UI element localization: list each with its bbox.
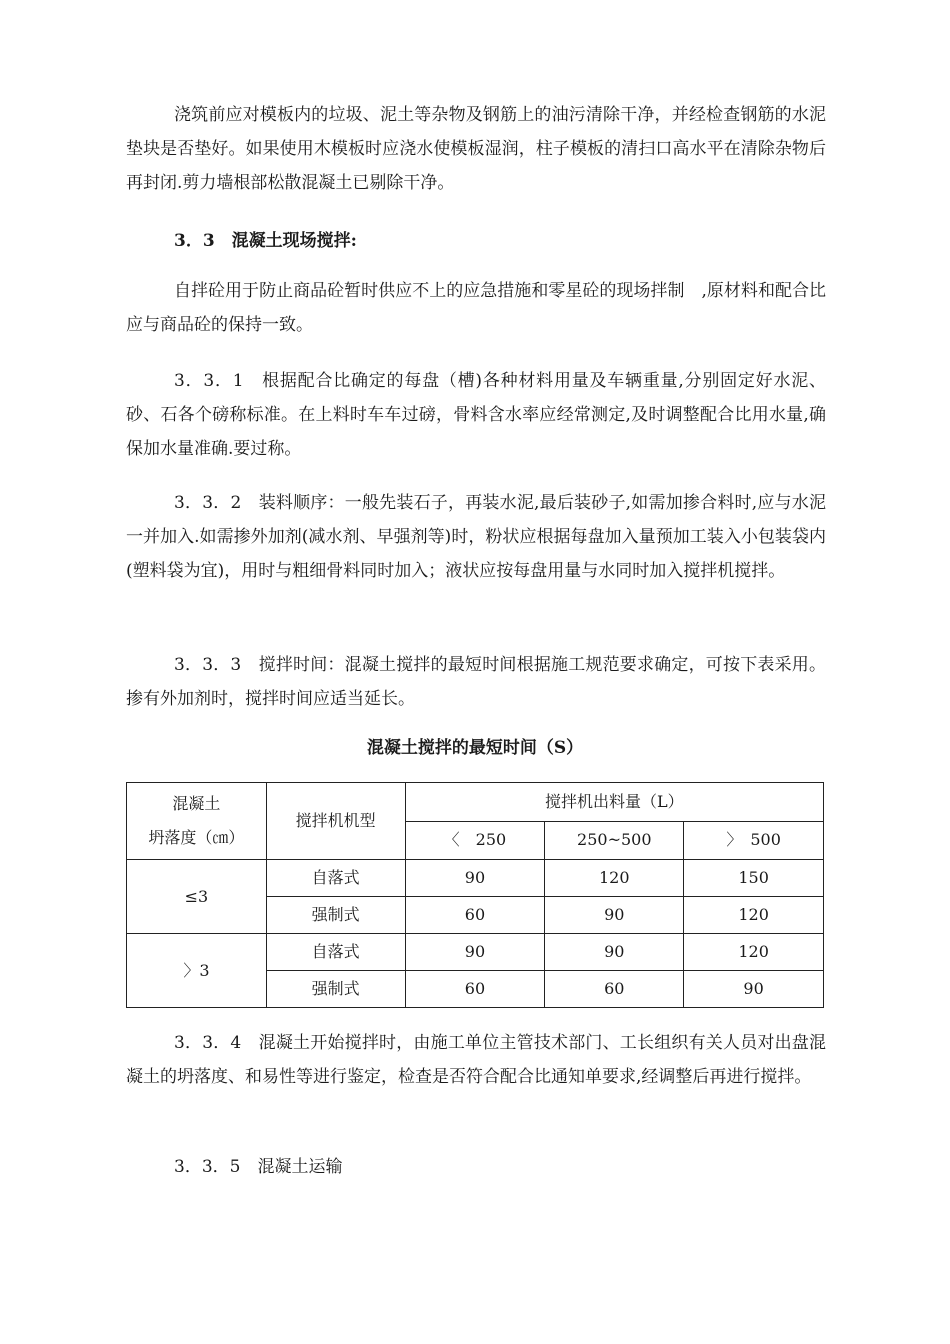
cell-value: 120	[684, 934, 824, 971]
cell-value: 90	[545, 934, 684, 971]
slump-group-gt3: 〉3	[127, 934, 267, 1008]
cell-value: 60	[545, 971, 684, 1008]
header-col-lt250: 〈 250	[405, 821, 545, 860]
paragraph-3-3-2: 3．3．2 装料顺序：一般先装石子，再装水泥,最后装砂子,如需加掺合料时,应与水泥一并加入.如需掺外加剂(减水剂、早强剂等)时，粉状应根据每盘加入量预加工装入小包装袋内(塑料袋为宜)，用时与粗细骨料同时加入；液状应按每盘用量与水同时加入搅拌机搅拌。	[126, 493, 826, 581]
cell-value: 60	[405, 971, 545, 1008]
paragraph-3-3-4: 3．3．4 混凝土开始搅拌时，由施工单位主管技术部门、工长组织有关人员对出盘混凝土的坍落度、和易性等进行鉴定，检查是否符合配合比通知单要求,经调整后再进行搅拌。	[126, 1033, 826, 1087]
slump-group-le3: ≤3	[127, 860, 267, 934]
header-output: 搅拌机出料量（L）	[405, 783, 823, 822]
header-slump	[127, 783, 267, 860]
cell-value: 90	[545, 897, 684, 934]
cell-value: 120	[545, 860, 684, 897]
table-caption: 混凝土搅拌的最短时间（S）	[366, 738, 584, 758]
cell-value: 60	[405, 897, 545, 934]
cell-value: 90	[405, 934, 545, 971]
paragraph-cleaning: 浇筑前应对模板内的垃圾、泥土等杂物及钢筋上的油污清除干净，并经检查钢筋的水泥垫块是否垫好。如果使用木模板时应浇水使模板湿润，柱子模板的清扫口高水平在清除杂物后再封闭.剪力墙根部松散混凝土已剔除干净。	[126, 105, 826, 193]
table-header-row	[127, 783, 824, 822]
table-row	[127, 860, 824, 897]
section-heading-3-3-5: 3．3．5 混凝土运输	[174, 1157, 343, 1177]
header-slump-line1: 混凝土	[172, 794, 221, 813]
header-slump-line2: 坍落度（㎝）	[148, 828, 245, 847]
cell-type: 自落式	[266, 860, 405, 897]
cell-value: 90	[684, 971, 824, 1008]
paragraph-self-mix: 自拌砼用于防止商品砼暂时供应不上的应急措施和零星砼的现场拌制 ,原材料和配合比应与商品砼的保持一致。	[126, 281, 826, 335]
header-mixer-type: 搅拌机机型	[266, 783, 405, 860]
table-row	[127, 934, 824, 971]
cell-type: 强制式	[266, 897, 405, 934]
header-col-gt500: 〉 500	[684, 821, 824, 860]
paragraph-3-3-1: 3．3．1 根据配合比确定的每盘（槽)各种材料用量及车辆重量,分别固定好水泥、砂、石各个磅称标准。在上料时车车过磅，骨料含水率应经常测定,及时调整配合比用水量,确保加水量准确.要过称。	[126, 371, 826, 459]
cell-value: 90	[405, 860, 545, 897]
cell-type: 强制式	[266, 971, 405, 1008]
cell-value: 120	[684, 897, 824, 934]
paragraph-3-3-3: 3．3．3 搅拌时间：混凝土搅拌的最短时间根据施工规范要求确定，可按下表采用。掺有外加剂时，搅拌时间应适当延长。	[126, 655, 826, 709]
section-heading-3-3: 3．3 混凝土现场搅拌:	[174, 231, 357, 251]
header-col-250-500: 250~500	[545, 821, 684, 860]
mixing-time-table	[126, 782, 824, 1008]
cell-value: 150	[684, 860, 824, 897]
cell-type: 自落式	[266, 934, 405, 971]
